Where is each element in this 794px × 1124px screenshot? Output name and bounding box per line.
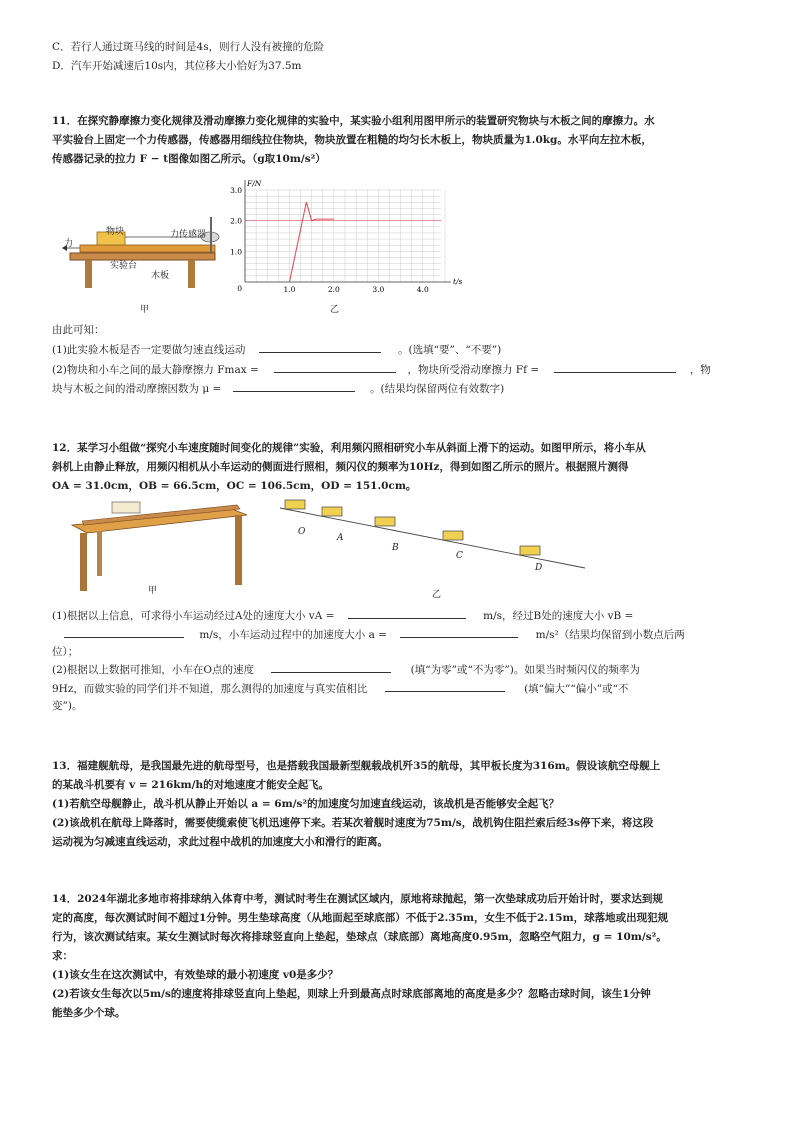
- q12-part2-end: 变”)。: [52, 700, 83, 712]
- board: [80, 245, 215, 252]
- x-axis-label: t/s: [453, 277, 463, 286]
- q12-part1-mid: m/s，经过B处的速度大小 vB =: [483, 610, 634, 622]
- q13-line-5: 运动视为匀减速直线运动，求此过程中战机的加速度大小和滑行的距离。: [52, 836, 388, 848]
- q13-line-3: (1)若航空母舰静止，战斗机从静止开始以 a = 6m/s²的加速度匀加速直线运动，该战机是否能够安全起飞？: [52, 798, 560, 810]
- table-leg-right: [188, 260, 195, 288]
- answer-blank-1[interactable]: [259, 342, 381, 353]
- table-top: [70, 253, 215, 260]
- q14-line-4: 求：: [52, 950, 73, 962]
- fig11-apparatus: [60, 205, 225, 295]
- point-o: O: [298, 527, 306, 537]
- fig12-table: [52, 497, 252, 597]
- q13-line-2: 的某战斗机要有 v = 216km/h的对地速度才能安全起飞。: [52, 779, 330, 791]
- x-tick-label: 1.0: [283, 285, 296, 294]
- y-tick-label: 3.0: [230, 186, 242, 195]
- q14-line-2: 定的高度，每次测试时间不超过1分钟。男生垫球高度（从地面起至球底部）不低于2.35m，女生不低于2.15m，球落地或出现犯规: [52, 912, 669, 924]
- option-d: D．汽车开始减速后10s内，其位移大小恰好为37.5m: [52, 60, 302, 72]
- q11-line-1: 11．在探究静摩擦力变化规律及滑动摩擦力变化规律的实验中，某实验小组利用图甲所示的装置研究物块与木板之间的摩擦力。水: [52, 115, 655, 127]
- label-force: 力: [64, 239, 74, 249]
- q12-part2-mid: (填“为零”或“不为零”)。如果当时频闪仪的频率为: [410, 664, 640, 676]
- q12-part2-cont: [52, 681, 629, 696]
- q13-line-1: 13．福建舰航母，是我国最先进的航母型号，也是搭载我国最新型舰载战机歼35的航母，其甲板长度为316m。假设该航空母舰上: [52, 760, 661, 772]
- point-a: A: [337, 533, 344, 543]
- label-sensor: 力传感器: [170, 230, 207, 240]
- q11-line-3: 传感器记录的拉力 F − t图像如图乙所示。（g取10m/s²）: [52, 153, 326, 165]
- incline-line: [280, 508, 585, 568]
- cart: [112, 502, 140, 513]
- sensor-stand: [210, 217, 212, 253]
- q11-part2-mid: ，物块所受滑动摩擦力 Ff =: [407, 364, 540, 376]
- leg-1: [80, 533, 87, 591]
- q14-line-6: (2)若该女生每次以5m/s的速度将排球竖直向上垫起，则球上升到最高点时球底部离地的高度是多少？忽略击球时间，该生1分钟: [52, 988, 651, 1000]
- q11-part3-text: 块与木板之间的滑动摩擦因数为 μ =: [52, 383, 222, 395]
- leg-3: [97, 531, 102, 576]
- q14-line-7: 能垫多少个球。: [52, 1007, 126, 1019]
- point-d: D: [535, 563, 543, 573]
- q12-part2-tail: (填“偏大”“偏小”或“不: [524, 683, 629, 695]
- caption-jia-12: 甲: [148, 586, 158, 596]
- answer-blank-fmax[interactable]: [274, 362, 396, 373]
- cart-positions: [285, 500, 540, 555]
- y-axis-label: F/N: [247, 179, 262, 188]
- q12-part1-cont: [52, 627, 685, 642]
- q12-part1-text: (1)根据以上信息，可求得小车运动经过A处的速度大小 vA =: [52, 610, 335, 622]
- point-b: B: [392, 543, 399, 553]
- q11-part2-tail: ，物: [689, 364, 711, 376]
- y-tick-label: 2.0: [230, 216, 242, 226]
- q12-part2-text2: 9Hz，而做实验的同学们并不知道，那么测得的加速度与真实值相比: [52, 683, 368, 695]
- q14-line-5: (1)该女生在这次测试中，有效垫球的最小初速度 v0是多少？: [52, 969, 339, 981]
- answer-blank-ff[interactable]: [554, 362, 676, 373]
- x-tick-label: 4.0: [416, 285, 429, 294]
- origin-label: 0: [237, 284, 242, 293]
- q12-part1-mid2: m/s，小车运动过程中的加速度大小 a =: [199, 629, 387, 641]
- q11-part1: [52, 342, 501, 357]
- q14-line-1: 14．2024年湖北多地市将排球纳入体育中考，测试时考生在测试区域内，原地将球抛起，第一次垫球成功后开始计时，要求达到规: [52, 893, 663, 905]
- q11-part1-tail: 。(选填“要”、“不要”): [398, 344, 502, 356]
- q12-line-3: OA = 31.0cm，OB = 66.5cm，OC = 106.5cm，OD = 151.0cm。: [52, 480, 417, 492]
- x-tick-label: 3.0: [372, 285, 385, 294]
- point-c: C: [456, 551, 463, 561]
- fig12-flash-photo: [280, 500, 590, 580]
- answer-blank-vb[interactable]: [64, 627, 184, 638]
- leg-2: [235, 515, 242, 585]
- q13-line-4: (2)该战机在航母上降落时，需要使缆索使飞机迅速停下来。若某次着舰时速度为75m/s，战机钩住阻拦索后经3s停下来，将这段: [52, 817, 654, 829]
- q12-part1: [52, 608, 633, 623]
- caption-yi-12: 乙: [432, 590, 442, 600]
- fig11-force-time-chart: [225, 178, 463, 300]
- q11-part2: [52, 362, 711, 377]
- label-block: 物块: [106, 227, 125, 237]
- q11-part3: [52, 381, 504, 396]
- label-table: 实验台: [110, 261, 138, 271]
- caption-jia-11: 甲: [140, 305, 150, 315]
- q12-part1-tail: m/s²（结果均保留到小数点后两: [535, 629, 685, 641]
- q14-line-3: 行为，该次测试结束。某女生测试时每次将排球竖直向上垫起，垫球点（球底部）离地高度0.95m，忽略空气阻力，g = 10m/s²。: [52, 931, 667, 943]
- caption-yi-11: 乙: [330, 305, 340, 315]
- q11-part1-text: (1)此实验木板是否一定要做匀速直线运动: [52, 344, 246, 356]
- q11-part2-text: (2)物块和小车之间的最大静摩擦力 Fmax =: [52, 364, 259, 376]
- q12-line-2: 斜机上由静止释放，用频闪相机从小车运动的侧面进行照相，频闪仪的频率为10Hz，得到如图乙所示的照片。根据照片测得: [52, 461, 629, 473]
- q11-line-2: 平实验台上固定一个力传感器，传感器用细线拉住物块，物块放置在粗糙的均匀长木板上，物块质量为1.0kg。水平向左拉木板，: [52, 134, 652, 146]
- q12-part2: [52, 662, 640, 677]
- q12-part1-end: 位）；: [52, 646, 79, 658]
- q11-known: 由此可知：: [52, 324, 105, 336]
- answer-blank-a[interactable]: [400, 627, 518, 638]
- q11-part3-tail: 。(结果均保留两位有效数字): [369, 383, 505, 395]
- table-leg-left: [85, 260, 92, 288]
- option-c: C．若行人通过斑马线的时间是4s，则行人没有被撞的危险: [52, 41, 325, 53]
- answer-blank-va[interactable]: [348, 608, 466, 619]
- label-board: 木板: [151, 271, 170, 281]
- x-tick-label: 2.0: [327, 285, 340, 294]
- answer-blank-mu[interactable]: [233, 381, 355, 392]
- q12-line-1: 12．某学习小组做“探究小车速度随时间变化的规律”实验，利用频闪照相研究小车从斜面上滑下的运动。如图甲所示，将小车从: [52, 442, 646, 454]
- y-tick-label: 1.0: [230, 247, 242, 257]
- q12-part2-text: (2)根据以上数据可推知，小车在O点的速度: [52, 664, 254, 676]
- answer-blank-compare[interactable]: [385, 681, 505, 692]
- answer-blank-v0[interactable]: [271, 662, 391, 673]
